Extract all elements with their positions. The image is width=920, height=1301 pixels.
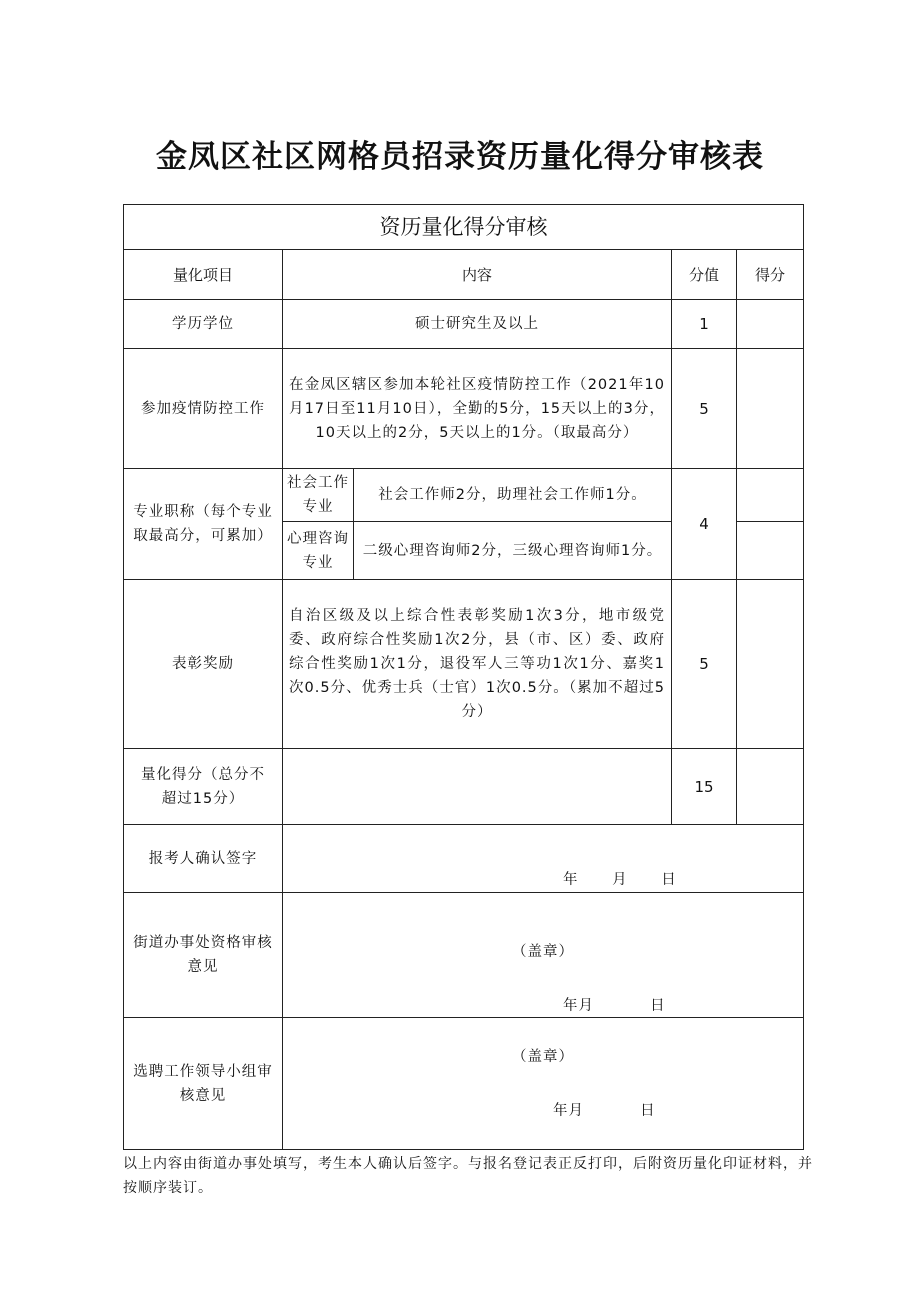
row-item-epidemic: 参加疫情防控工作 <box>124 349 283 469</box>
row-item-education: 学历学位 <box>124 300 283 349</box>
page-title: 金凤区社区网格员招录资历量化得分审核表 <box>156 139 764 175</box>
table-header: 资历量化得分审核 <box>124 205 804 250</box>
row-score-epidemic[interactable] <box>737 349 804 469</box>
signature-label: 报考人确认签字 <box>124 825 283 893</box>
row-subcategory-social-work: 社会工作专业 <box>283 469 354 522</box>
row-content-education: 硕士研究生及以上 <box>283 300 672 349</box>
table-row <box>124 580 804 749</box>
table-row <box>124 300 804 349</box>
row-points-education: 1 <box>672 300 737 349</box>
row-score-social-work[interactable] <box>737 469 804 522</box>
footnote: 以上内容由街道办事处填写，考生本人确认后签字。与报名登记表正反打印，后附资历量化印证材料，并按顺序装订。 <box>123 1156 813 1196</box>
review-table <box>123 204 804 1150</box>
street-review-cell[interactable] <box>283 893 804 1018</box>
column-header-row <box>124 250 804 300</box>
leader-review-cell[interactable] <box>283 1018 804 1150</box>
row-content-awards: 自治区级及以上综合性表彰奖励1次3分，地市级党委、政府综合性奖励1次2分，县（市、区）委、政府综合性奖励1次1分，退役军人三等功1次1分、嘉奖1次0.5分、优秀士兵（士官）1次0.5分。（累加不超过5分） <box>283 580 672 749</box>
row-score-total[interactable] <box>737 749 804 825</box>
row-item-total: 量化得分（总分不超过15分） <box>124 749 283 825</box>
table-row <box>124 749 804 825</box>
table-row <box>124 349 804 469</box>
leader-review-seal: （盖章） <box>512 1048 574 1065</box>
row-content-total <box>283 749 672 825</box>
street-review-row <box>124 893 804 1018</box>
street-review-seal: （盖章） <box>512 943 574 960</box>
table-row <box>124 469 804 522</box>
column-header-score: 得分 <box>737 250 804 300</box>
row-content-psychology: 二级心理咨询师2分，三级心理咨询师1分。 <box>354 522 672 580</box>
row-content-social-work: 社会工作师2分，助理社会工作师1分。 <box>354 469 672 522</box>
row-score-psychology[interactable] <box>737 522 804 580</box>
leader-review-date: 年月 日 <box>553 1102 656 1119</box>
column-header-content: 内容 <box>283 250 672 300</box>
row-subcategory-psychology: 心理咨询专业 <box>283 522 354 580</box>
street-review-label: 街道办事处资格审核意见 <box>124 893 283 1018</box>
row-item-title: 专业职称（每个专业取最高分，可累加） <box>124 469 283 580</box>
row-score-awards[interactable] <box>737 580 804 749</box>
row-points-total: 15 <box>672 749 737 825</box>
street-review-date: 年月 日 <box>563 997 666 1014</box>
leader-review-row <box>124 1018 804 1150</box>
row-score-education[interactable] <box>737 300 804 349</box>
row-points-epidemic: 5 <box>672 349 737 469</box>
signature-cell[interactable] <box>283 825 804 893</box>
signature-row <box>124 825 804 893</box>
row-points-title: 4 <box>672 469 737 580</box>
row-content-epidemic: 在金凤区辖区参加本轮社区疫情防控工作（2021年10月17日至11月10日），全勤的5分，15天以上的3分，10天以上的2分，5天以上的1分。（取最高分） <box>283 349 672 469</box>
column-header-item: 量化项目 <box>124 250 283 300</box>
column-header-points: 分值 <box>672 250 737 300</box>
leader-review-label: 选聘工作领导小组审核意见 <box>124 1018 283 1150</box>
row-item-awards: 表彰奖励 <box>124 580 283 749</box>
row-points-awards: 5 <box>672 580 737 749</box>
signature-date: 年 月 日 <box>563 871 677 888</box>
table-header-row <box>124 205 804 250</box>
